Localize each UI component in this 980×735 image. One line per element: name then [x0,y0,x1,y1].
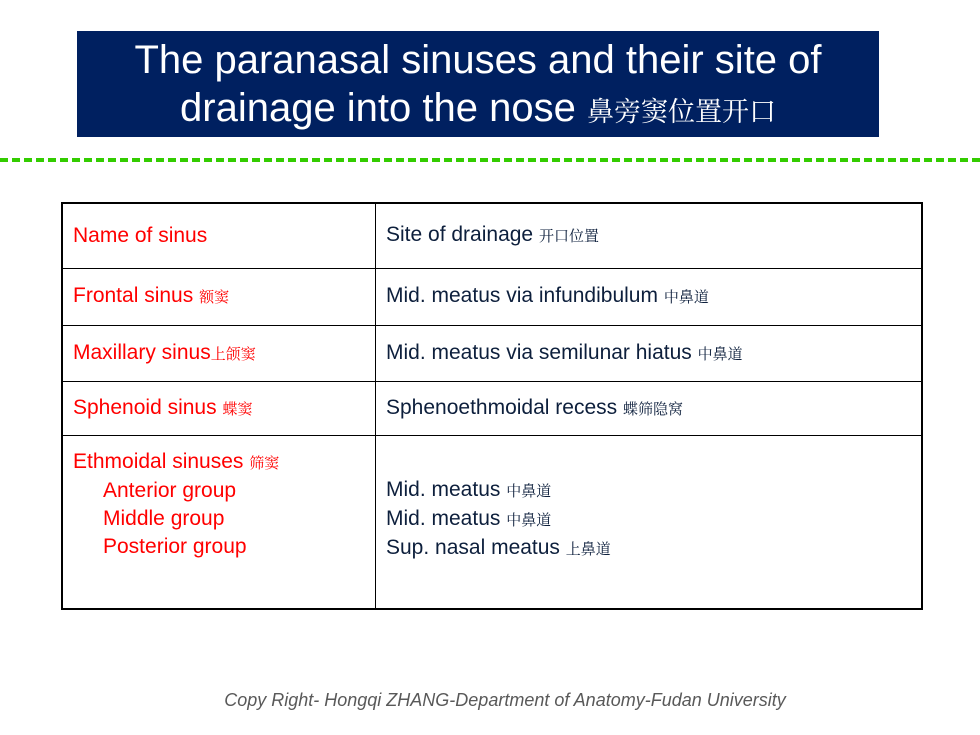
header-site-cell [376,203,923,268]
row-site-cn: 蝶筛隐窝 [622,399,683,418]
site-cn: 上鼻道 [565,539,611,558]
title-line-1: The paranasal sinuses and their site of [134,38,822,82]
row-name-cn: 额窦 [199,288,230,306]
row-site-en: Mid. meatus via infundibulum [386,284,664,307]
table-header-row [62,203,922,268]
row-frontal-site [376,268,923,325]
ethmoid-site-posterior [386,534,911,563]
ethmoid-site-middle [386,505,911,534]
site-en: Sup. nasal meatus [386,535,566,559]
row-sphenoid-name [62,381,376,435]
title-line-2-en: drainage into the nose [180,86,587,130]
row-name-cn: 蝶窦 [222,399,253,418]
row-ethmoidal-site [376,435,923,609]
row-name-cn: 上颌窦 [210,344,256,363]
ethmoid-group-anterior: Anterior group [103,478,237,502]
title-line-2-cn: 鼻旁窦位置开口 [586,97,776,128]
table-row [62,268,922,325]
row-name-en: Frontal sinus [73,284,200,307]
row-name-en: Sphenoid sinus [73,395,223,419]
dashed-divider [0,158,980,162]
site-en: Mid. meatus [386,477,507,501]
row-maxillary-name [62,325,376,381]
header-site-cn: 开口位置 [538,227,599,246]
copyright-footer: Copy Right- Hongqi ZHANG-Department of Anatomy-Fudan University [224,690,786,710]
ethmoidal-name-en: Ethmoidal sinuses [73,449,250,473]
title-line-2 [77,84,879,137]
row-site-en: Sphenoethmoidal recess [386,395,623,419]
row-site-en: Mid. meatus via semilunar hiatus [386,340,698,364]
header-name-cell: Name of sinus [62,203,376,268]
ethmoidal-name-cn: 筛窦 [249,453,280,472]
ethmoid-site-anterior [386,476,911,505]
ethmoidal-title [73,448,365,477]
sinus-drainage-table [61,202,923,610]
ethmoid-group-middle: Middle group [103,506,225,530]
row-sphenoid-site [376,381,923,435]
row-maxillary-site [376,325,923,381]
table-row [62,325,922,381]
row-site-cn: 中鼻道 [697,344,743,363]
ethmoid-group-posterior: Posterior group [103,534,247,558]
row-name-en: Maxillary sinus [73,340,211,364]
site-en: Mid. meatus [386,506,507,530]
site-cn: 中鼻道 [506,510,552,529]
table-row-ethmoidal [62,435,922,609]
header-site-en: Site of drainage [386,223,539,247]
row-frontal-name [62,268,376,325]
slide-title [77,31,879,137]
site-cn: 中鼻道 [506,481,552,500]
row-ethmoidal-name [62,435,376,609]
table-row [62,381,922,435]
row-site-cn: 中鼻道 [663,288,709,306]
